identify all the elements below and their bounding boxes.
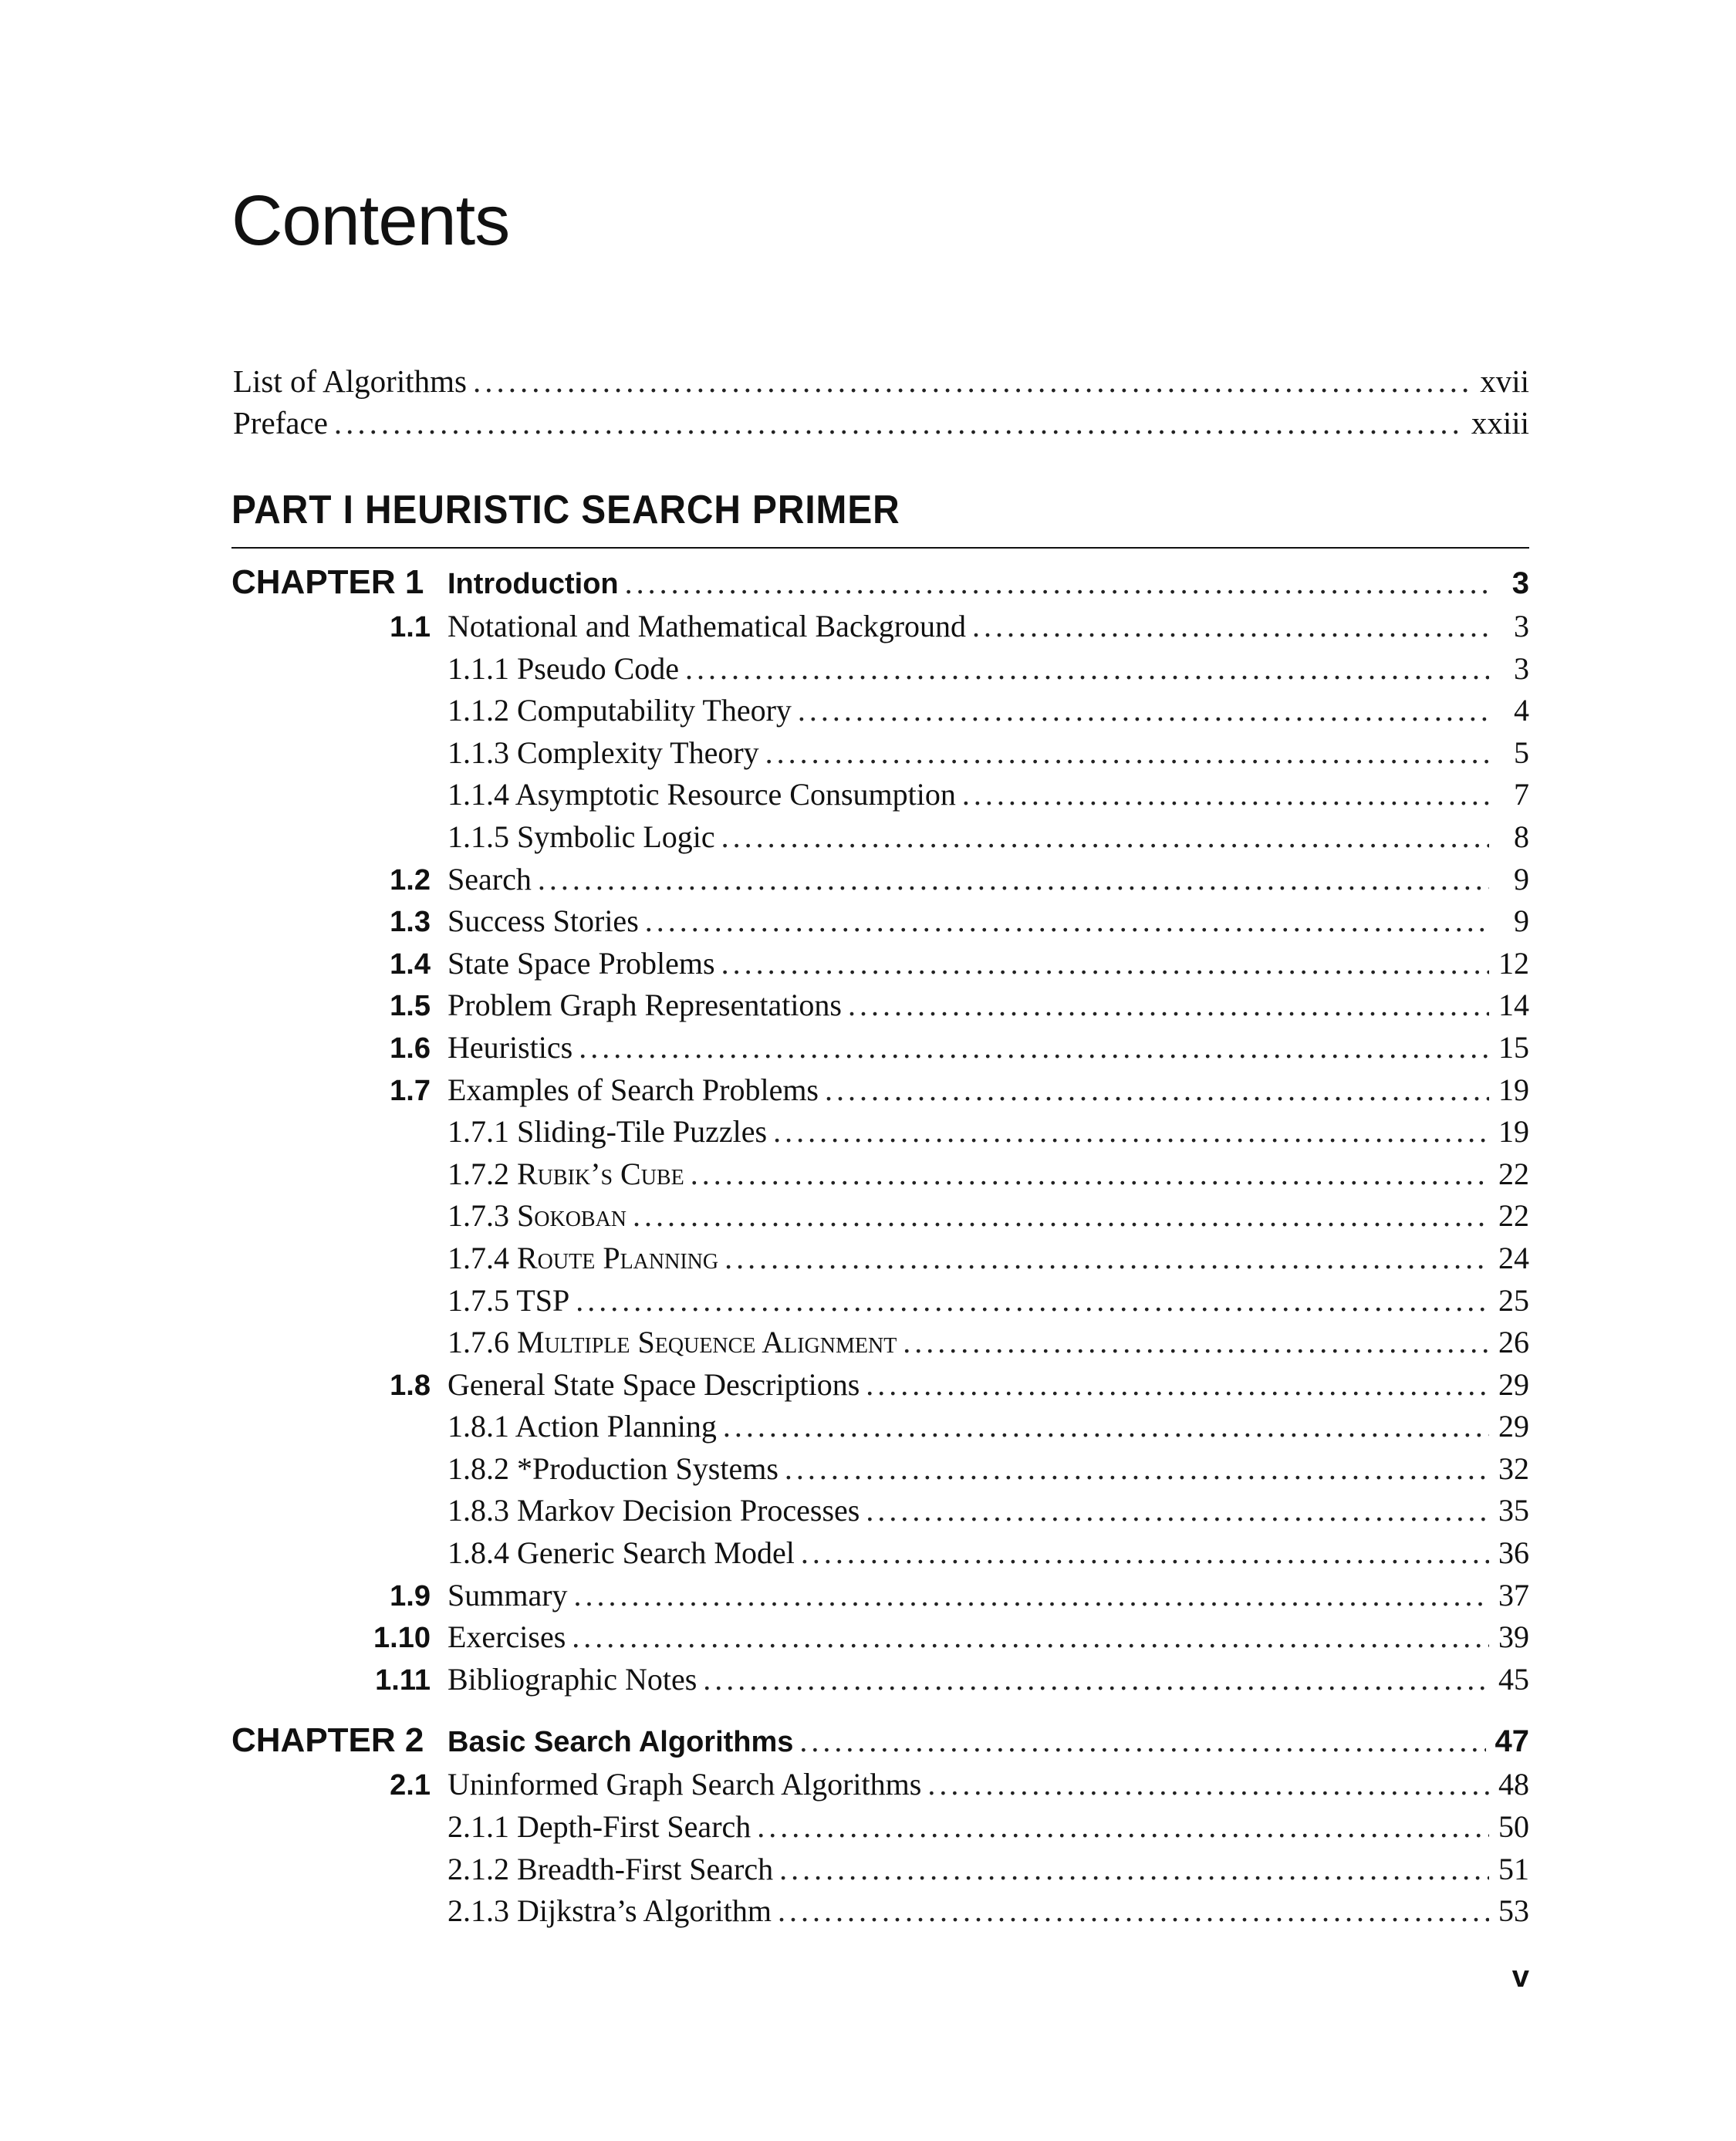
dot-leader (799, 1723, 1485, 1759)
entry-title: Heuristics (448, 1029, 573, 1065)
toc-subsection[interactable] (231, 1282, 1529, 1325)
dot-leader (866, 1366, 1489, 1403)
page-number: 22 (1498, 1156, 1529, 1191)
dot-leader (574, 1577, 1489, 1613)
section-number: 1.6 (390, 1032, 431, 1065)
entry-title: Bibliographic Notes (448, 1661, 697, 1697)
entry-title: 1.1.1 Pseudo Code (448, 650, 679, 686)
entry-title: Notational and Mathematical Background (448, 609, 967, 643)
page-number: 48 (1498, 1767, 1529, 1802)
dot-leader (724, 1240, 1489, 1276)
page-number: xvii (1480, 363, 1529, 399)
section-number: 1.2 (390, 863, 431, 897)
toc-section[interactable] (231, 1366, 1529, 1409)
toc-subsection[interactable] (231, 650, 1529, 693)
toc-section[interactable] (231, 945, 1529, 988)
entry-title: 1.8.3 Markov Decision Processes (448, 1493, 860, 1528)
page-number: 39 (1498, 1619, 1529, 1655)
dot-leader (334, 404, 1462, 441)
page-number: 37 (1498, 1577, 1529, 1613)
toc-subsection[interactable] (231, 1851, 1529, 1893)
dot-leader (972, 608, 1489, 644)
page-number: 15 (1498, 1029, 1529, 1065)
toc-section[interactable] (231, 903, 1529, 945)
page-number: 53 (1498, 1893, 1529, 1929)
page-number: 24 (1498, 1240, 1529, 1275)
page-number: 50 (1498, 1809, 1529, 1845)
page-number: 35 (1498, 1493, 1529, 1528)
dot-leader (778, 1893, 1489, 1929)
entry-title: List of Algorithms (233, 363, 467, 399)
dot-leader (757, 1808, 1489, 1845)
dot-leader (773, 1113, 1489, 1150)
page-number: 19 (1498, 1072, 1529, 1107)
section-number: 1.8 (390, 1369, 431, 1402)
page-number: 9 (1514, 861, 1529, 897)
chapter-list (231, 563, 1529, 1935)
page-number: 19 (1498, 1114, 1529, 1150)
chapter-title: Introduction (448, 568, 619, 600)
toc-chapter-2[interactable] (231, 1721, 1529, 1766)
page-number: 9 (1514, 903, 1529, 939)
page-number: 36 (1498, 1535, 1529, 1571)
section-number: 1.5 (390, 990, 431, 1023)
dot-leader (691, 1156, 1489, 1192)
entry-title: 1.8.2 *Production Systems (448, 1450, 778, 1486)
section-number: 1.10 (373, 1622, 431, 1655)
page-number: 22 (1498, 1198, 1529, 1234)
dot-leader (625, 565, 1489, 601)
toc-section[interactable] (231, 608, 1529, 650)
page-number: 3 (1511, 566, 1529, 600)
toc-section[interactable] (231, 1072, 1529, 1114)
entry-title: 1.1.4 Asymptotic Resource Consumption (448, 777, 956, 812)
page-number: 29 (1498, 1409, 1529, 1444)
toc-section[interactable] (231, 861, 1529, 903)
entry-title: Exercises (448, 1619, 566, 1655)
dot-leader (723, 1408, 1489, 1444)
toc-subsection[interactable] (231, 1197, 1529, 1240)
dot-leader (927, 1766, 1489, 1802)
chapter-label: CHAPTER 1 (231, 563, 424, 601)
section-number: 1.1 (390, 611, 431, 643)
entry-title: 1.7.5 TSP (448, 1282, 570, 1318)
page-number: 4 (1514, 693, 1529, 728)
page-number: 7 (1514, 777, 1529, 812)
toc-subsection[interactable] (231, 1535, 1529, 1577)
section-number: 1.3 (390, 906, 431, 939)
entry-title: 1.7.3 Sokoban (448, 1198, 627, 1234)
toc-subsection[interactable] (231, 1408, 1529, 1450)
page-number: 29 (1498, 1366, 1529, 1402)
page-number: 3 (1514, 609, 1529, 643)
entry-title: Summary (448, 1577, 568, 1613)
dot-leader (703, 1661, 1489, 1697)
entry-title: 2.1.3 Dijkstra’s Algorithm (448, 1893, 772, 1929)
entry-title: Examples of Search Problems (448, 1072, 819, 1107)
toc-subsection[interactable] (231, 1324, 1529, 1366)
page-number: 32 (1498, 1450, 1529, 1486)
toc-subsection[interactable] (231, 819, 1529, 861)
dot-leader (779, 1851, 1489, 1887)
page-number: 45 (1498, 1661, 1529, 1697)
entry-title: 1.1.2 Computability Theory (448, 693, 792, 728)
entry-title: Search (448, 861, 532, 897)
toc-section[interactable] (231, 1766, 1529, 1808)
page-number: 14 (1498, 988, 1529, 1023)
toc-subsection[interactable] (231, 1240, 1529, 1282)
dot-leader (962, 776, 1489, 812)
toc-subsection[interactable] (231, 1492, 1529, 1535)
dot-leader (866, 1492, 1489, 1528)
toc-subsection[interactable] (231, 734, 1529, 777)
entry-title: 1.1.5 Symbolic Logic (448, 819, 715, 854)
dot-leader (645, 903, 1489, 939)
dot-leader (572, 1619, 1489, 1655)
entry-title: 2.1.2 Breadth-First Search (448, 1851, 774, 1886)
entry-title: 1.7.6 Multiple Sequence Alignment (448, 1325, 897, 1360)
page-folio: v (1511, 1960, 1529, 1994)
toc-subsection[interactable] (231, 776, 1529, 819)
entry-title: 1.7.4 Route Planning (448, 1240, 719, 1275)
page-number: 3 (1514, 650, 1529, 686)
entry-title: 1.8.4 Generic Search Model (448, 1535, 795, 1571)
part-divider (231, 547, 1529, 549)
section-number: 1.4 (390, 947, 431, 981)
toc-subsection[interactable] (231, 692, 1529, 734)
dot-leader (473, 363, 1471, 400)
toc-subsection[interactable] (231, 1808, 1529, 1851)
dot-leader (538, 861, 1489, 897)
front-matter-list (233, 363, 1529, 446)
page-number: 51 (1498, 1851, 1529, 1886)
dot-leader (721, 819, 1489, 855)
toc-subsection[interactable] (231, 1893, 1529, 1935)
entry-title: State Space Problems (448, 945, 715, 981)
entry-title: Uninformed Graph Search Algorithms (448, 1767, 922, 1802)
part-heading: PART I HEURISTIC SEARCH PRIMER (231, 488, 900, 532)
page-number: xxiii (1471, 405, 1529, 441)
dot-leader (579, 1029, 1489, 1065)
page-title: Contents (231, 181, 510, 260)
toc-section[interactable] (231, 1619, 1529, 1661)
entry-title: Success Stories (448, 903, 639, 939)
entry-title: 2.1.1 Depth-First Search (448, 1809, 751, 1845)
page-number: 12 (1498, 945, 1529, 981)
entry-title: 1.7.1 Sliding-Tile Puzzles (448, 1114, 768, 1150)
toc-subsection[interactable] (231, 1156, 1529, 1198)
section-number: 2.1 (390, 1769, 431, 1802)
dot-leader (576, 1282, 1489, 1319)
dot-leader (721, 945, 1489, 981)
page-number: 47 (1495, 1724, 1529, 1759)
chapter-title: Basic Search Algorithms (448, 1726, 794, 1759)
entry-title: Problem Graph Representations (448, 988, 842, 1023)
entry-title: 1.7.2 Rubik’s Cube (448, 1156, 684, 1191)
dot-leader (903, 1324, 1489, 1360)
entry-title: Preface (233, 405, 328, 441)
entry-title: General State Space Descriptions (448, 1366, 860, 1402)
dot-leader (848, 987, 1489, 1023)
chapter-gap (231, 1703, 1529, 1721)
section-number: 1.11 (375, 1663, 431, 1697)
page-number: 25 (1498, 1282, 1529, 1318)
dot-leader (765, 734, 1489, 771)
chapter-label: CHAPTER 2 (231, 1721, 424, 1760)
toc-section[interactable] (231, 1029, 1529, 1072)
entry-title: 1.8.1 Action Planning (448, 1409, 717, 1444)
section-number: 1.9 (390, 1579, 431, 1613)
toc-section[interactable] (231, 1661, 1529, 1704)
page-number: 5 (1514, 734, 1529, 770)
dot-leader (798, 692, 1489, 728)
dot-leader (685, 650, 1489, 687)
dot-leader (785, 1450, 1489, 1487)
section-number: 1.7 (390, 1074, 431, 1107)
dot-leader (825, 1072, 1489, 1108)
entry-title: 1.1.3 Complexity Theory (448, 734, 759, 770)
toc-chapter-1[interactable] (231, 563, 1529, 608)
dot-leader (633, 1197, 1489, 1234)
toc-subsection[interactable] (231, 1113, 1529, 1156)
page-number: 8 (1514, 819, 1529, 854)
toc-entry-preface[interactable] (233, 404, 1529, 446)
toc-section[interactable] (231, 987, 1529, 1029)
page-number: 26 (1498, 1325, 1529, 1360)
toc-section[interactable] (231, 1577, 1529, 1619)
toc-subsection[interactable] (231, 1450, 1529, 1493)
dot-leader (801, 1535, 1489, 1571)
toc-entry-list-of-algorithms[interactable] (233, 363, 1529, 404)
